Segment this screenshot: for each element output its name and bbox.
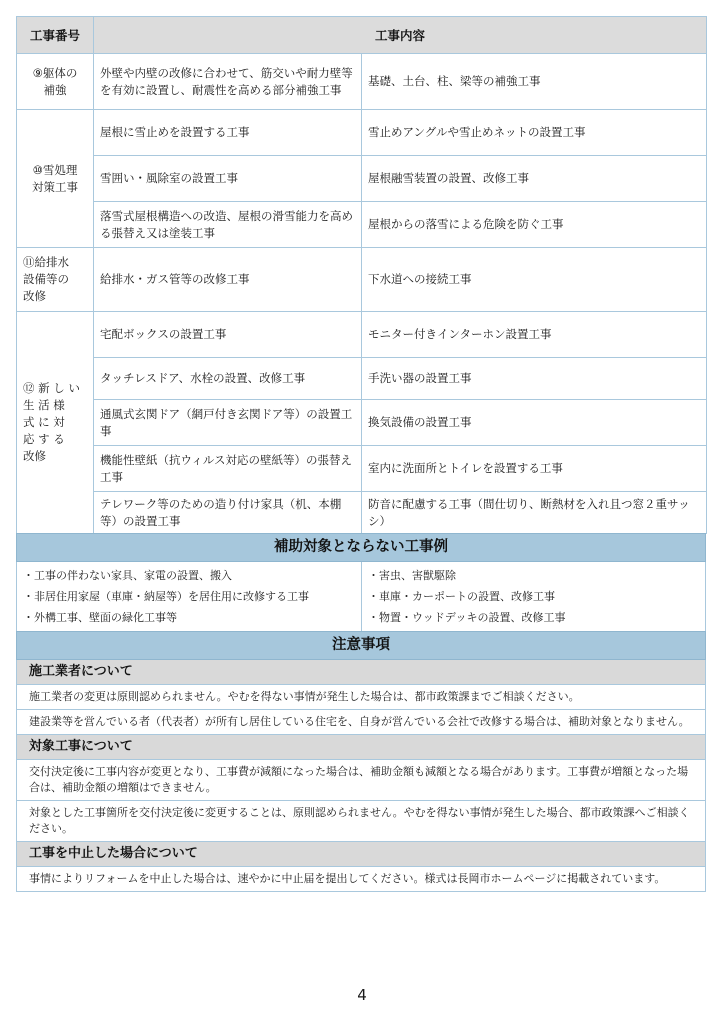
works-table-row [17,492,707,534]
works-table-row [17,358,707,400]
work-item-left: 屋根に雪止めを設置する工事 [94,110,362,156]
non-target-item: ・非居住用家屋（車庫・納屋等）を居住用に改修する工事 [23,590,309,603]
header-work-content: 工事内容 [94,17,707,54]
note-item: 交付決定後に工事内容が変更となり、工事費が減額になった場合は、補助金額も減額となる場合があります。工事費が増額となった場合は、補助金額の増額はできません。 [16,760,706,801]
work-item-right: 基礎、土台、柱、梁等の補強工事 [362,54,707,110]
work-category: ⑪給排水 設備等の 改修 [17,248,94,312]
work-item-right: 屋根融雪装置の設置、改修工事 [362,156,707,202]
works-table-row [17,156,707,202]
work-category: ⑨躯体の 補強 [17,54,94,110]
non-target-list [16,562,706,632]
notes-heading-cancellation: 工事を中止した場合について [16,842,706,867]
non-target-item: ・車庫・カーポートの設置、改修工事 [368,590,555,603]
header-work-number: 工事番号 [17,17,94,54]
work-category: ⑩雪処理 対策工事 [17,110,94,248]
work-item-left: 宅配ボックスの設置工事 [94,312,362,358]
non-target-item: ・工事の伴わない家具、家電の設置、搬入 [23,569,232,582]
non-target-right-column [361,562,705,631]
page-number: 4 [357,986,367,1004]
note-item: 建設業等を営んでいる者（代表者）が所有し居住している住宅を、自身が営んでいる会社で改修する場合は、補助対象となりません。 [16,710,706,735]
works-table-row [17,400,707,446]
non-target-item: ・害虫、害獣駆除 [368,569,456,582]
works-table-row [17,446,707,492]
work-item-right: 下水道への接続工事 [362,248,707,312]
work-item-left: 外壁や内壁の改修に合わせて、筋交いや耐力壁等を有効に設置し、耐震性を高める部分補強工事 [94,54,362,110]
notes-heading-target-work: 対象工事について [16,735,706,760]
work-item-right: 手洗い器の設置工事 [362,358,707,400]
document-sheet [16,16,706,892]
notes-heading-contractor: 施工業者について [16,660,706,685]
works-table-row [17,312,707,358]
work-item-left: タッチレスドア、水栓の設置、改修工事 [94,358,362,400]
works-table-header [17,17,707,54]
works-table-row [17,54,707,110]
works-table-row [17,110,707,156]
work-item-right: 屋根からの落雪による危険を防ぐ工事 [362,202,707,248]
work-item-left: 機能性壁紙（抗ウィルス対応の壁紙等）の張替え工事 [94,446,362,492]
work-item-right: モニター付きインターホン設置工事 [362,312,707,358]
note-item: 対象とした工事箇所を交付決定後に変更することは、原則認められません。やむを得ない事情が発生した場合、都市政策課へご相談ください。 [16,801,706,842]
note-item: 施工業者の変更は原則認められません。やむを得ない事情が発生した場合は、都市政策課までご相談ください。 [16,685,706,710]
work-item-right: 換気設備の設置工事 [362,400,707,446]
non-target-item: ・物置・ウッドデッキの設置、改修工事 [368,611,566,624]
work-item-right: 室内に洗面所とトイレを設置する工事 [362,446,707,492]
non-target-item: ・外構工事、壁面の緑化工事等 [23,611,177,624]
work-item-left: 通風式玄関ドア（網戸付き玄関ドア等）の設置工事 [94,400,362,446]
work-item-left: 雪囲い・風除室の設置工事 [94,156,362,202]
work-category: ⑫ 新 し い 生 活 様 式 に 対 応 す る 改修 [17,312,94,534]
non-target-title: 補助対象とならない工事例 [16,533,706,562]
notes-title: 注意事項 [16,631,706,660]
works-table-row [17,248,707,312]
work-item-right: 雪止めアングルや雪止めネットの設置工事 [362,110,707,156]
works-table [16,16,707,534]
works-table-row [17,202,707,248]
work-item-left: テレワーク等のための造り付け家具（机、本棚等）の設置工事 [94,492,362,534]
work-item-left: 落雪式屋根構造への改造、屋根の滑雪能力を高める張替え又は塗装工事 [94,202,362,248]
work-item-left: 給排水・ガス管等の改修工事 [94,248,362,312]
note-item: 事情によりリフォームを中止した場合は、速やかに中止届を提出してください。様式は長岡市ホームページに掲載されています。 [16,867,706,892]
non-target-left-column [17,562,361,631]
work-item-right: 防音に配慮する工事（間仕切り、断熱材を入れ且つ窓２重サッシ） [362,492,707,534]
